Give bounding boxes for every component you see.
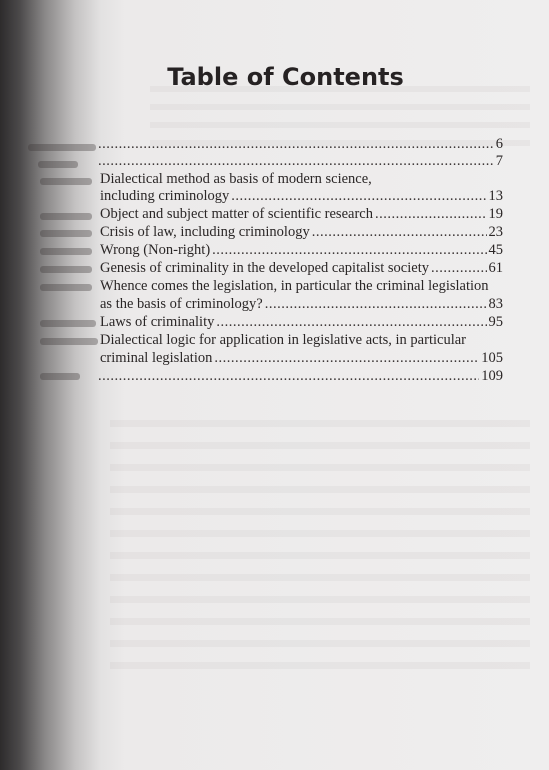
toc-entry[interactable] bbox=[100, 260, 503, 277]
toc-entry[interactable] bbox=[100, 242, 503, 259]
toc-entry-title-line: Dialectical logic for application in legislative acts, in particular bbox=[100, 332, 466, 348]
toc-entry[interactable] bbox=[100, 224, 503, 241]
leader-dots bbox=[98, 136, 494, 153]
show-through-lines bbox=[110, 400, 530, 740]
chapter-label bbox=[38, 161, 78, 168]
leader-dots bbox=[431, 260, 487, 277]
toc-entry[interactable] bbox=[100, 350, 503, 367]
leader-dots bbox=[312, 224, 487, 241]
toc-page-number: 109 bbox=[481, 368, 503, 384]
leader-dots bbox=[265, 296, 487, 313]
chapter-label bbox=[40, 373, 80, 380]
toc-entry-title-line: Whence comes the legislation, in particular the criminal legislation bbox=[100, 278, 489, 294]
chapter-label bbox=[40, 248, 92, 255]
toc-entry[interactable] bbox=[96, 368, 503, 385]
leader-dots bbox=[212, 242, 486, 259]
toc-entry-title: as the basis of criminology? bbox=[100, 296, 263, 312]
toc-entry[interactable] bbox=[96, 153, 503, 170]
chapter-label bbox=[40, 266, 92, 273]
toc-entry-title: Laws of criminality bbox=[100, 314, 215, 330]
leader-dots bbox=[375, 206, 487, 223]
chapter-label bbox=[40, 213, 92, 220]
leader-dots bbox=[98, 368, 479, 385]
chapter-label bbox=[40, 284, 92, 291]
toc-page-number: 95 bbox=[488, 314, 503, 330]
toc-entry-title: Wrong (Non-right) bbox=[100, 242, 211, 258]
toc-page-number: 19 bbox=[488, 206, 503, 222]
toc-entry-title: Object and subject matter of scientific research bbox=[100, 206, 373, 222]
chapter-label bbox=[28, 144, 96, 151]
leader-dots bbox=[216, 314, 486, 331]
toc-page-number: 83 bbox=[488, 296, 503, 312]
toc-page-number: 105 bbox=[481, 350, 503, 366]
toc-entry[interactable] bbox=[100, 314, 503, 331]
toc-entry[interactable] bbox=[100, 206, 503, 223]
toc-entry-title: Genesis of criminality in the developed capitalist society bbox=[100, 260, 429, 276]
toc-entry[interactable] bbox=[96, 136, 503, 153]
chapter-label bbox=[40, 178, 92, 185]
toc-entry-title: Crisis of law, including criminology bbox=[100, 224, 310, 240]
toc-page-number: 7 bbox=[495, 153, 503, 169]
toc-page-number: 61 bbox=[488, 260, 503, 276]
toc-entry[interactable] bbox=[100, 296, 503, 313]
toc-entry[interactable] bbox=[100, 188, 503, 205]
toc-entry-title: including criminology bbox=[100, 188, 230, 204]
chapter-label bbox=[40, 338, 98, 345]
toc-page-number: 23 bbox=[488, 224, 503, 240]
chapter-label bbox=[40, 320, 96, 327]
toc-title: Table of Contents bbox=[167, 63, 404, 91]
toc-page-number: 45 bbox=[488, 242, 503, 258]
toc-entry-title: criminal legislation bbox=[100, 350, 213, 366]
leader-dots bbox=[231, 188, 486, 205]
toc-page-number: 6 bbox=[495, 136, 503, 152]
chapter-label bbox=[40, 230, 92, 237]
toc-page-number: 13 bbox=[488, 188, 503, 204]
leader-dots bbox=[98, 153, 494, 170]
leader-dots bbox=[214, 350, 479, 367]
toc-entry-title-line: Dialectical method as basis of modern science, bbox=[100, 171, 372, 187]
